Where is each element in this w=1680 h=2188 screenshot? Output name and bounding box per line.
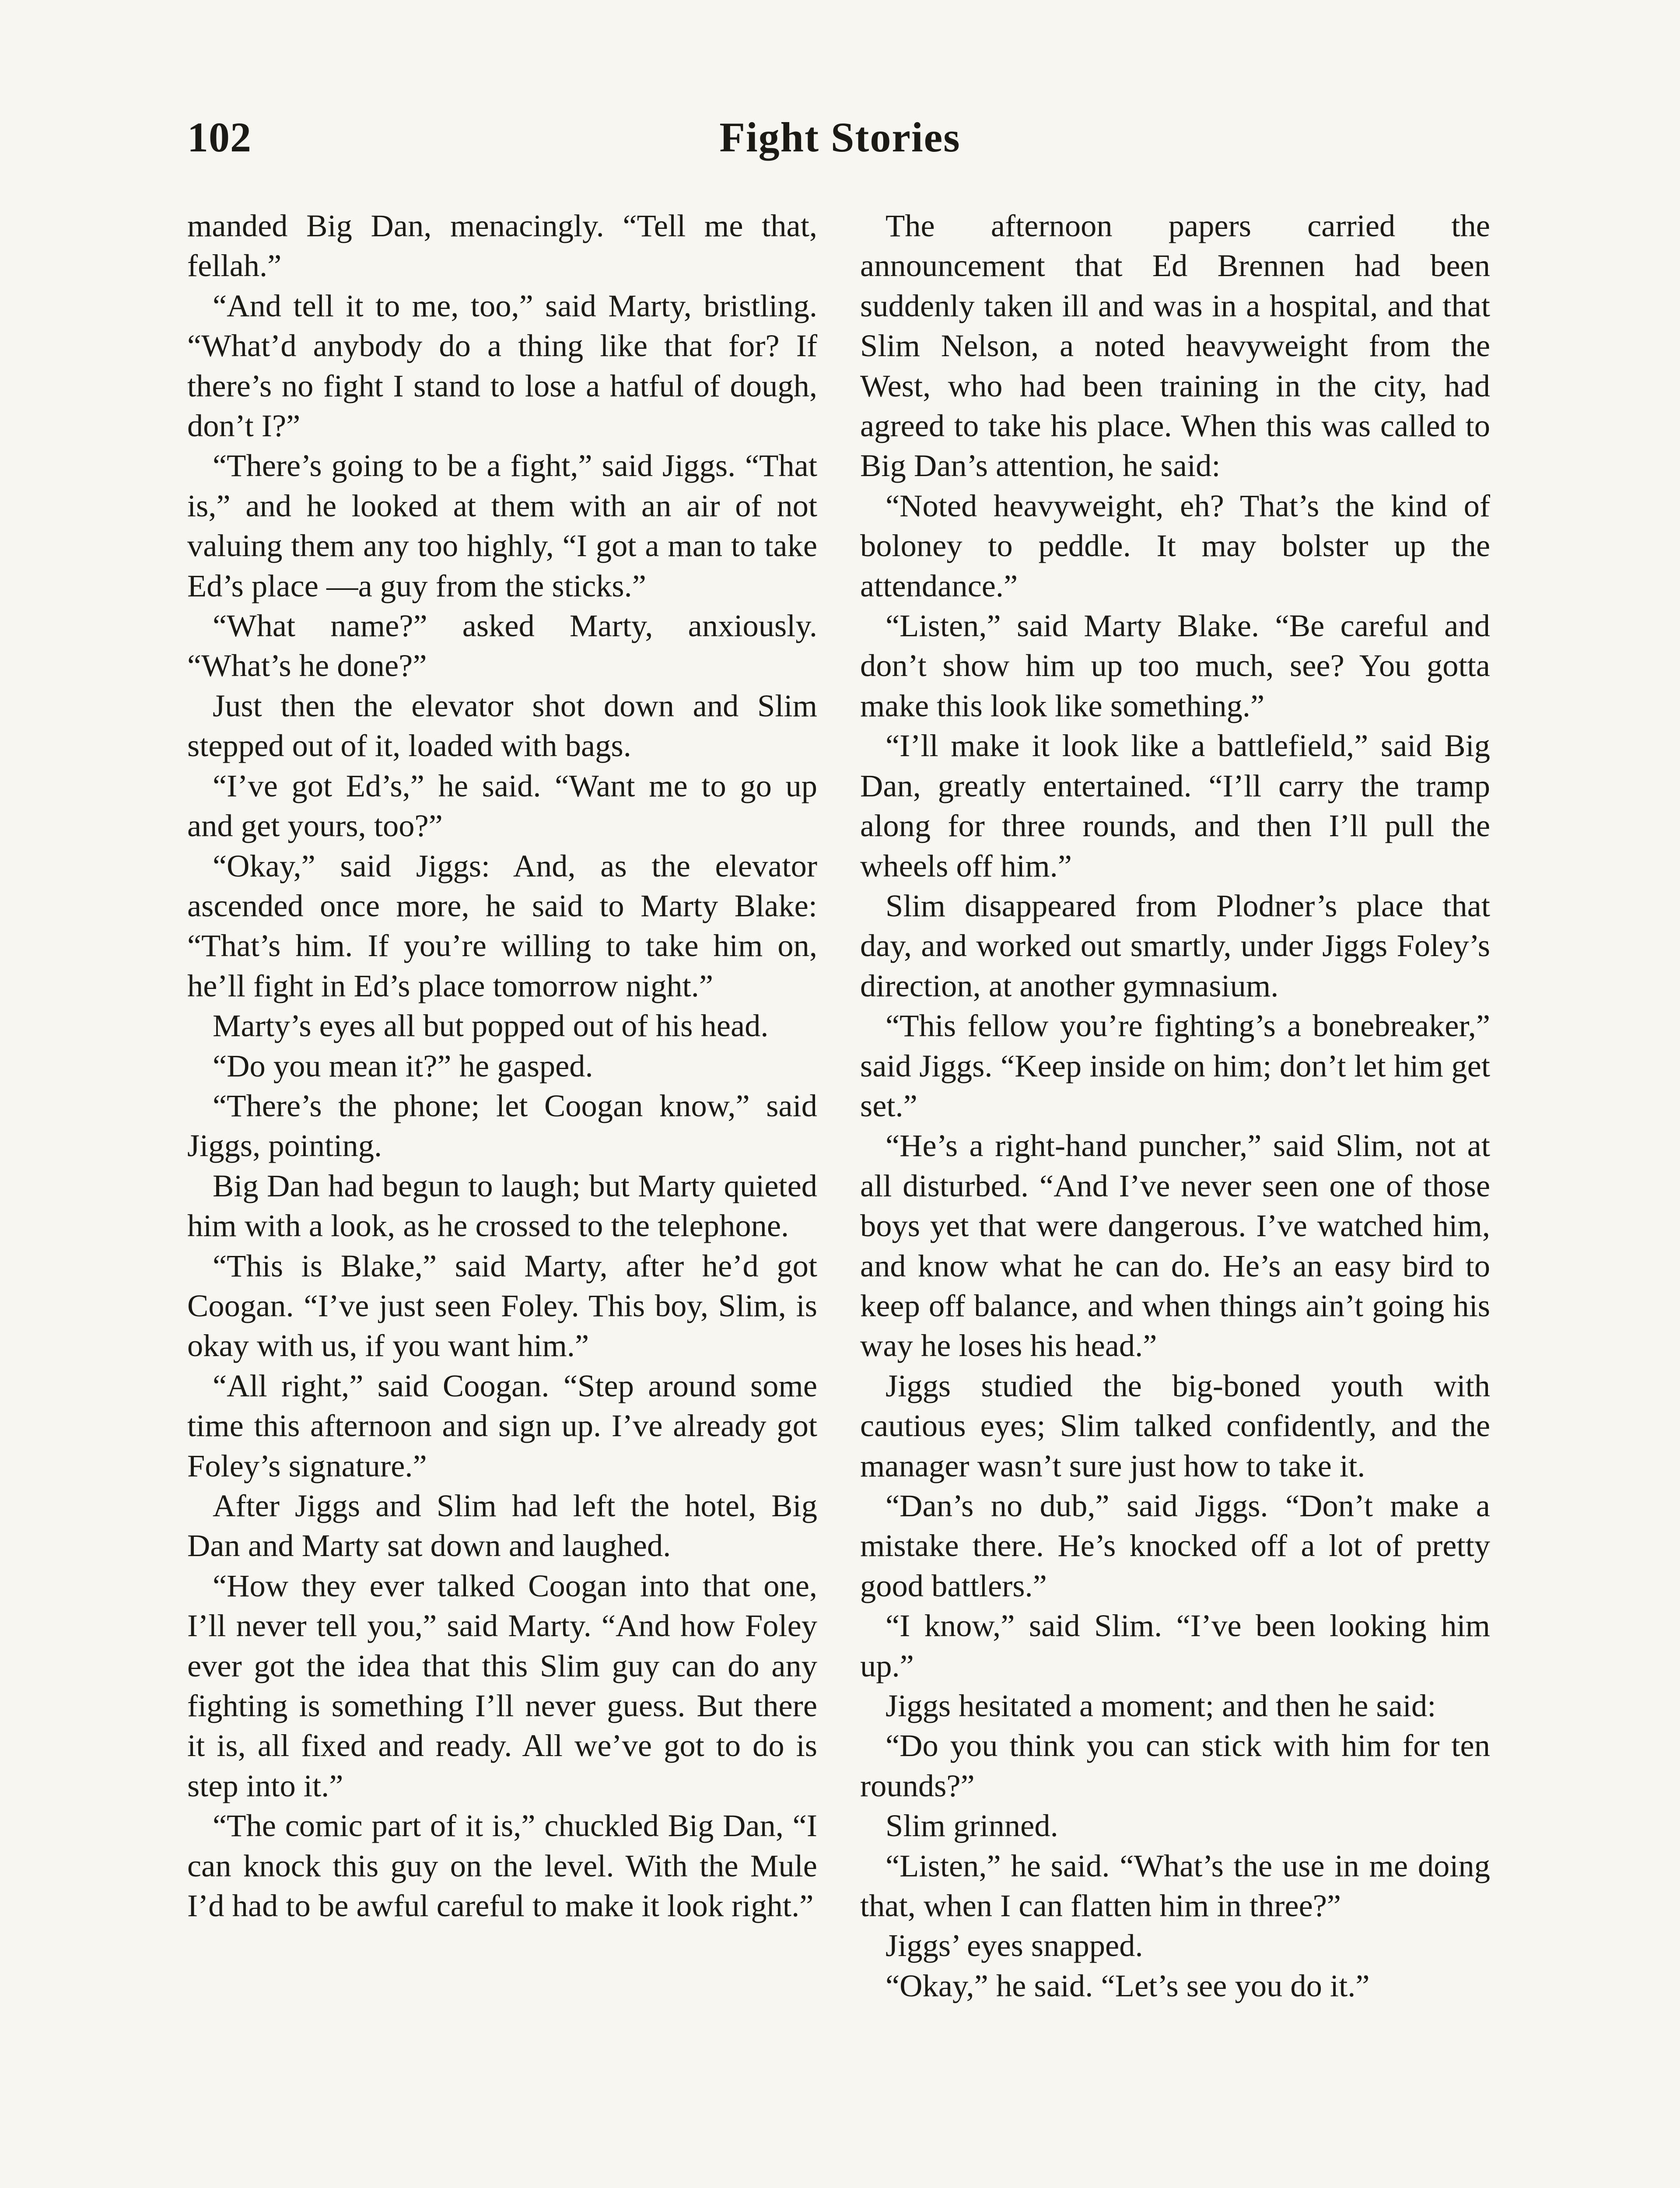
paragraph: The afternoon papers carried the announcement that Ed Brennen had been suddenly taken ill and was in a hospital, and that Slim Nelson, a noted heavyweight from the West, who had been training in the city, had agreed to take his place. When this was called to Big Dan’s attention, he said:: [860, 208, 1490, 484]
left-column: [187, 206, 817, 1925]
paragraph: Big Dan had begun to laugh; but Marty quieted him with a look, as he crossed to the telephone.: [187, 1168, 817, 1244]
paragraph: Slim disappeared from Plodner’s place that day, and worked out smartly, under Jiggs Foley’s direction, at another gymnasium.: [860, 887, 1490, 1003]
paragraph: “And tell it to me, too,” said Marty, bristling. “What’d anybody do a thing like that for? If there’s no fight I stand to lose a hatful of dough, don’t I?”: [187, 288, 817, 444]
paragraph: “Okay,” he said. “Let’s see you do it.”: [886, 1967, 1370, 2003]
paragraph: manded Big Dan, menacingly. “Tell me that, fellah.”: [187, 208, 817, 284]
paragraph: “Do you mean it?” he gasped.: [213, 1048, 593, 1083]
paragraph: “How they ever talked Coogan into that one, I’ll never tell you,” said Marty. “And how Foley ever got the idea that this Slim guy can do any fighting is something I’ll never guess. But there it is, all fixed and ready. All we’ve got to do is step into it.”: [187, 1567, 817, 1803]
paragraph: Jiggs’ eyes snapped.: [886, 1928, 1143, 1964]
running-title: Fight Stories: [719, 114, 961, 161]
paragraph: “This fellow you’re fighting’s a bonebreaker,” said Jiggs. “Keep inside on him; don’t let him get set.”: [860, 1008, 1490, 1123]
paragraph: “Okay,” said Jiggs: And, as the elevator ascended once more, he said to Marty Blake: “That’s him. If you’re willing to take him on, he’ll fight in Ed’s place tomorrow night.”: [187, 848, 817, 1003]
paragraph: “He’s a right-hand puncher,” said Slim, not at all disturbed. “And I’ve never seen one of those boys yet that were dangerous. I’ve watched him, and know what he can do. He’s an easy bird to keep off balance, and when things ain’t going his way he loses his head.”: [860, 1128, 1490, 1364]
paragraph: “All right,” said Coogan. “Step around some time this afternoon and sign up. I’ve already got Foley’s signature.”: [187, 1368, 817, 1483]
paragraph: “This is Blake,” said Marty, after he’d got Coogan. “I’ve just seen Foley. This boy, Slim, is okay with us, if you want him.”: [187, 1248, 817, 1364]
paragraph: “I’ll make it look like a battlefield,” said Big Dan, greatly entertained. “I’ll carry the tramp along for three rounds, and then I’ll pull the wheels off him.”: [860, 728, 1490, 884]
page-number: 102: [187, 114, 252, 161]
paragraph: “There’s going to be a fight,” said Jiggs. “That is,” and he looked at them with an air of not valuing them any too highly, “I got a man to take Ed’s place —a guy from the sticks.”: [187, 448, 817, 603]
paragraph: Jiggs hesitated a moment; and then he said:: [886, 1688, 1436, 1724]
paragraph: After Jiggs and Slim had left the hotel, Big Dan and Marty sat down and laughed.: [187, 1488, 817, 1564]
paragraph: “Noted heavyweight, eh? That’s the kind of boloney to peddle. It may bolster up the attendance.”: [860, 487, 1490, 603]
paragraph: “Listen,” he said. “What’s the use in me doing that, when I can flatten him in three?”: [860, 1848, 1490, 1924]
paragraph: Jiggs studied the big-boned youth with cautious eyes; Slim talked confidently, and the manager wasn’t sure just how to take it.: [860, 1368, 1490, 1483]
paragraph: “There’s the phone; let Coogan know,” said Jiggs, pointing.: [187, 1087, 817, 1164]
paragraph: “I’ve got Ed’s,” he said. “Want me to go up and get yours, too?”: [187, 768, 817, 844]
paragraph: Just then the elevator shot down and Slim stepped out of it, loaded with bags.: [187, 687, 817, 764]
paragraph: “I know,” said Slim. “I’ve been looking him up.”: [860, 1608, 1490, 1683]
paragraph: “Do you think you can stick with him for ten rounds?”: [860, 1728, 1490, 1803]
paragraph: “Dan’s no dub,” said Jiggs. “Don’t make a mistake there. He’s knocked off a lot of pretty good battlers.”: [860, 1488, 1490, 1603]
paragraph: “What name?” asked Marty, anxiously. “What’s he done?”: [187, 608, 817, 684]
paragraph: Marty’s eyes all but popped out of his head.: [213, 1008, 769, 1044]
paragraph: Slim grinned.: [886, 1808, 1058, 1844]
paragraph: “The comic part of it is,” chuckled Big Dan, “I can knock this guy on the level. With the Mule I’d had to be awful careful to make it look right.”: [187, 1808, 817, 1924]
right-column: [860, 206, 1490, 2006]
paragraph: “Listen,” said Marty Blake. “Be careful and don’t show him up too much, see? You gotta make this look like something.”: [860, 608, 1490, 723]
